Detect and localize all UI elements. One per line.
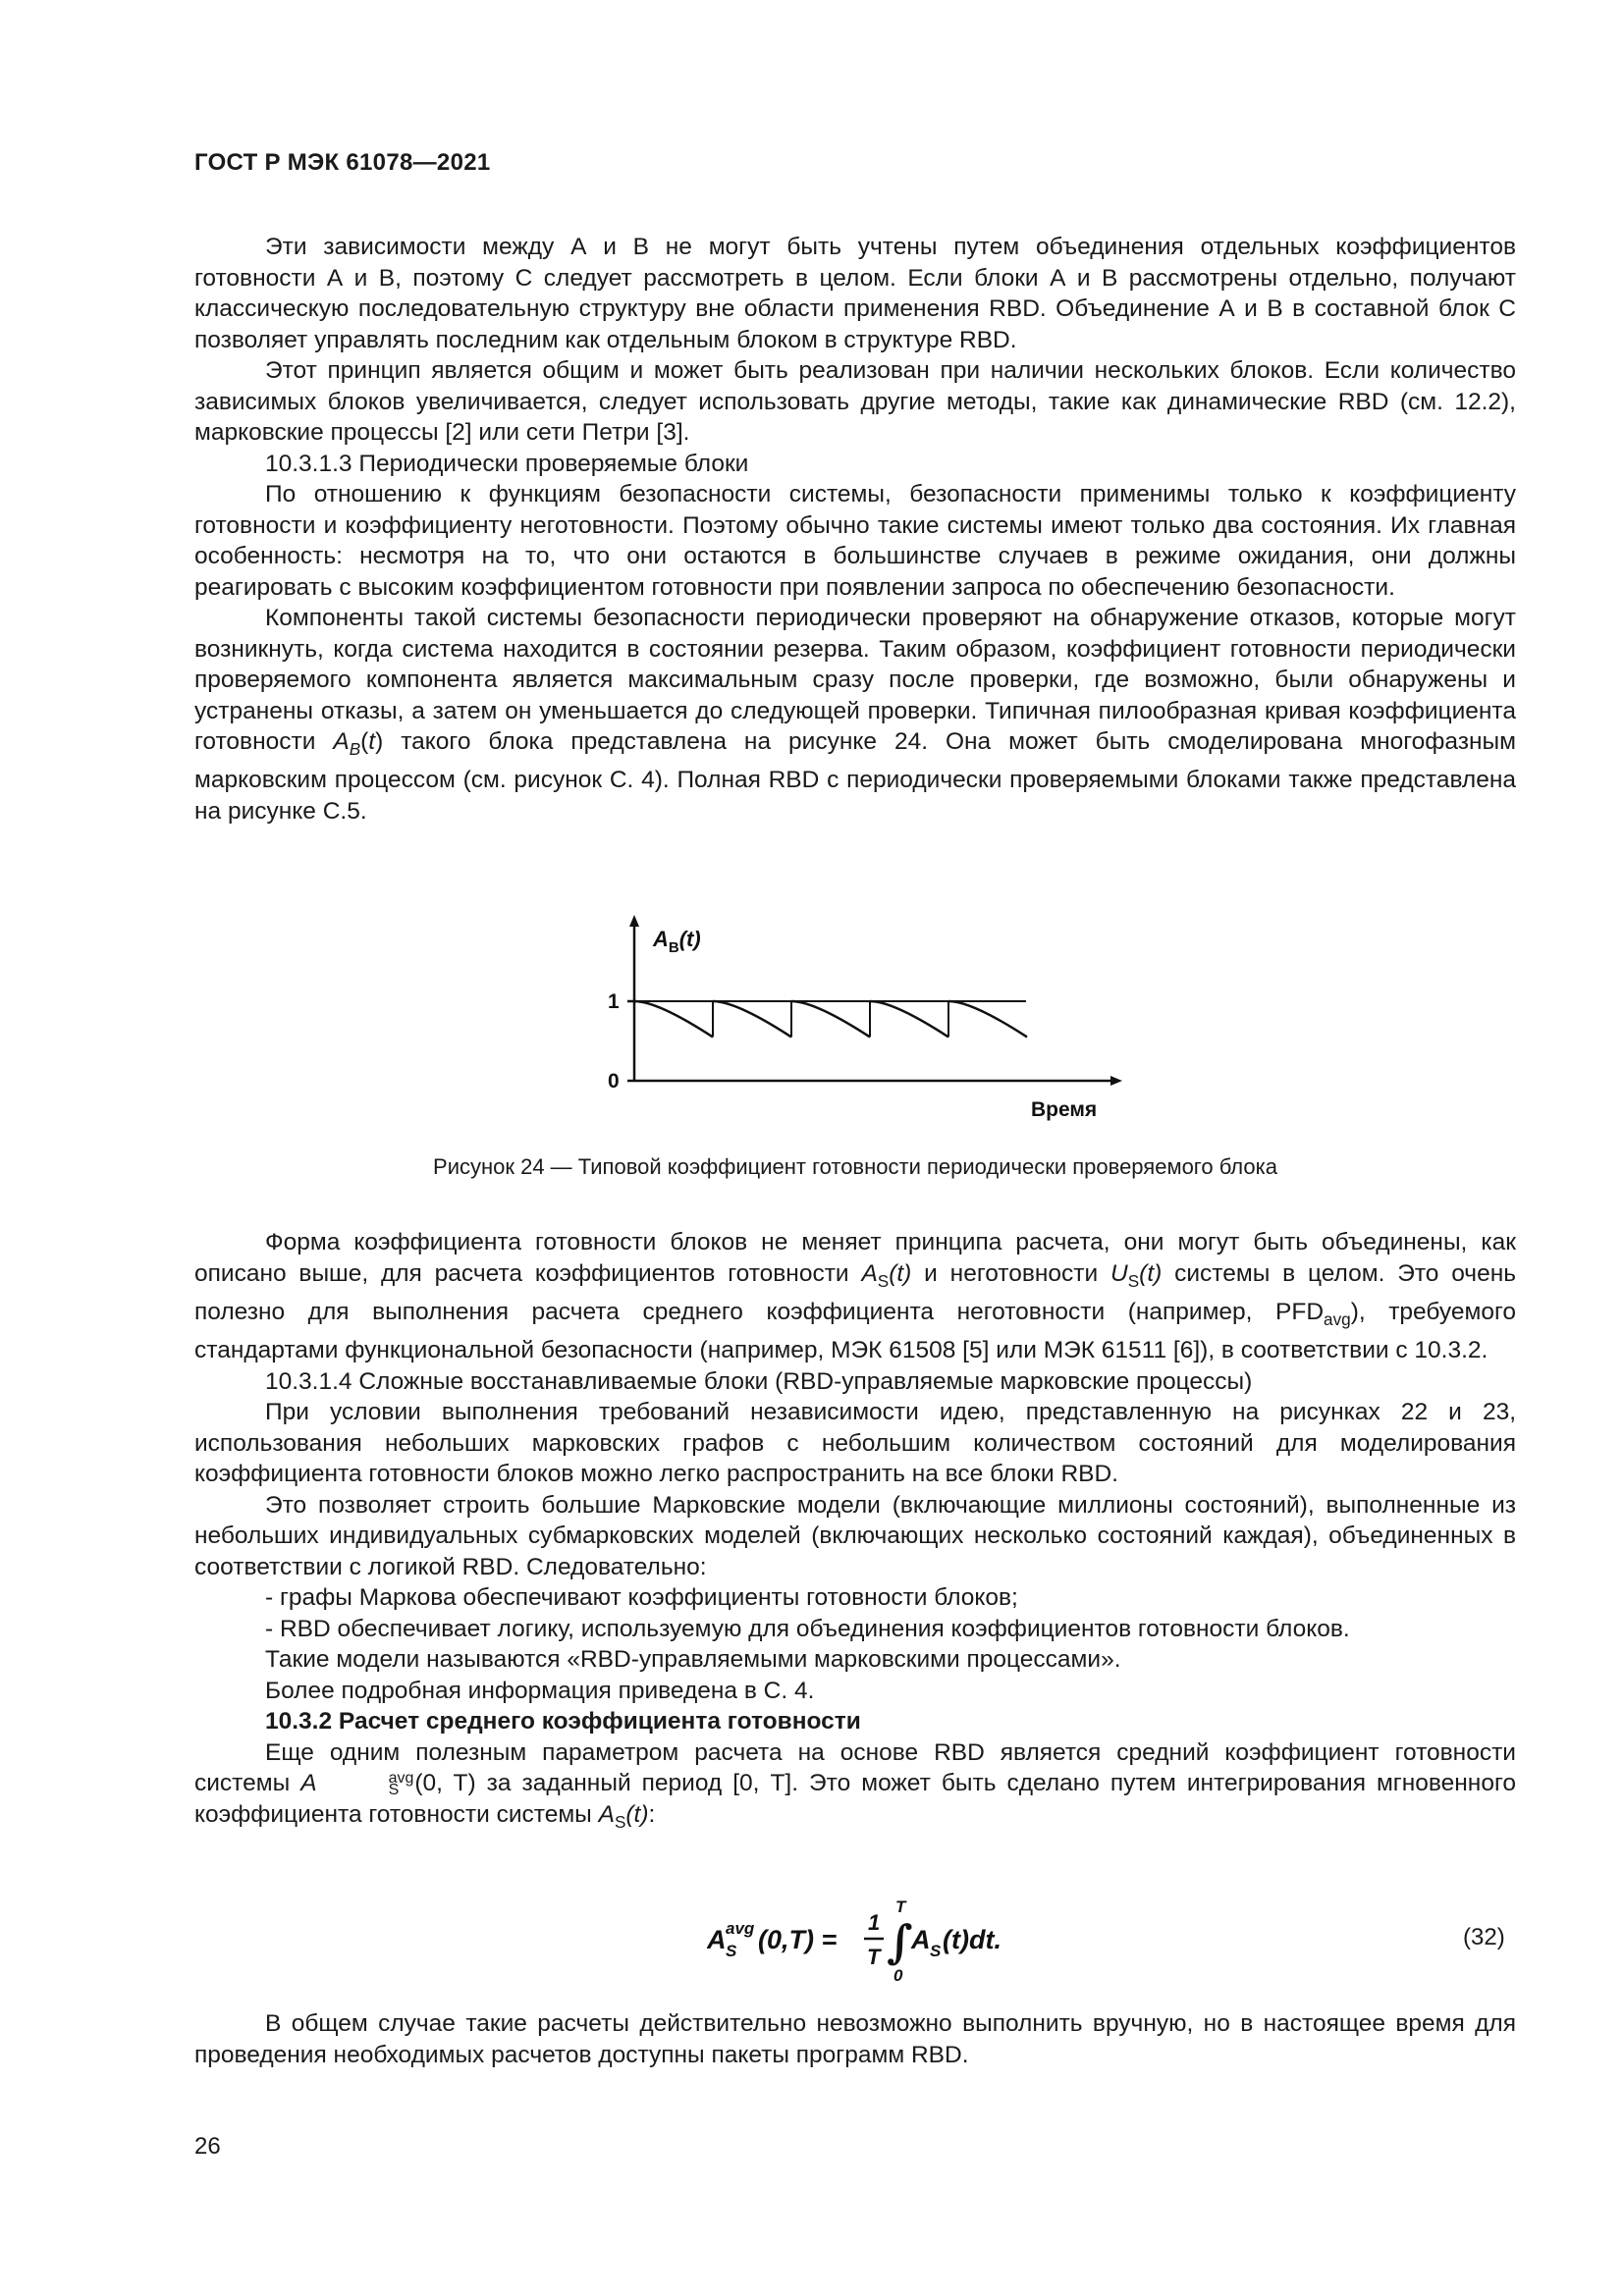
integral-lower: 0 xyxy=(893,1966,903,1983)
symbol-u: U xyxy=(1110,1259,1128,1287)
lhs-args: (0,T) = xyxy=(758,1925,838,1954)
section-heading-10-3-1-3: 10.3.1.3 Периодически проверяемые блоки xyxy=(265,450,749,477)
standard-header: ГОСТ Р МЭК 61078—2021 xyxy=(194,149,491,176)
paragraph xyxy=(194,1227,1516,1366)
lhs-symbol: A xyxy=(707,1925,727,1954)
text-run: системы в целом. Это очень полезно для выполнения расчета среднего коэффициента неготовности (например, PFD xyxy=(194,1259,1516,1325)
subscript-s: S xyxy=(877,1270,890,1291)
symbol-a: A xyxy=(861,1259,878,1287)
integral-sign: ∫ xyxy=(887,1915,913,1968)
x-axis-arrow xyxy=(1110,1076,1122,1086)
text-run: Компоненты такой системы безопасности периодически проверяют на обнаружение отказов, которые могут возникнуть, когда система находится в состоянии резерва. Таким образом, коэффициент готовности периодически проверяемого компонента является максимальным сразу после проверки, где возможно, были обнаружены и устранены отказы, а затем он уменьшается до следующей проверки. Типичная пилообразная кривая коэффициента готовности xyxy=(194,605,1516,755)
paragraph: Эти зависимости между А и В не могут быть учтены путем объединения отдельных коэффициентов готовности А и В, поэтому С следует рассмотреть в целом. Если блоки А и В рассмотрены отдельно, получают классическую последовательную структуру вне области применения RBD. Объединение А и В в составной блок С позволяет управлять последним как отдельным блоком в структуре RBD. xyxy=(194,234,1516,353)
text-run: Форма коэффициента готовности блоков не меняет принципа расчета, они могут быть объединены, как описано выше, для расчета коэффициентов готовности xyxy=(194,1229,1516,1287)
list-item: - графы Маркова обеспечивают коэффициенты готовности блоков; xyxy=(265,1584,1018,1612)
fraction-numerator: 1 xyxy=(868,1910,881,1935)
subscript-avg: avg xyxy=(1324,1308,1351,1329)
avg-script xyxy=(318,1769,414,1798)
text-block-top xyxy=(194,232,1516,827)
section-heading-10-3-1-4: 10.3.1.4 Сложные восстанавливаемые блоки (RBD-управляемые марковские процессы) xyxy=(265,1367,1253,1395)
series-layer xyxy=(634,1001,1027,1037)
subscript-s: S xyxy=(1127,1270,1140,1291)
rhs-subscript: S xyxy=(930,1942,942,1960)
superscript-avg: avg xyxy=(388,1769,414,1787)
text-block-middle xyxy=(194,1227,1516,1838)
paren-open: ( xyxy=(360,728,369,755)
tick-label-0: 0 xyxy=(608,1070,620,1093)
lhs-subscript: S xyxy=(726,1942,737,1960)
symbol-arg: (t) xyxy=(1139,1259,1163,1287)
rhs-symbol: A xyxy=(911,1925,931,1954)
text-run: ), требуемого стандартами функциональной безопасности (например, МЭК 61508 [5] или МЭК 61511 [6]), в соответствии с 10.3.2. xyxy=(194,1298,1516,1364)
text-run: и неготовности xyxy=(911,1259,1111,1287)
subscript-b: B xyxy=(349,738,361,759)
symbol-a: A xyxy=(333,728,350,755)
availability-decay-segment xyxy=(713,1001,791,1037)
symbol-a: A xyxy=(598,1800,615,1828)
paragraph: При условии выполнения требований независимости идею, представленную на рисунках 22 и 23, использования небольших марковских графов с небольшим количеством состояний для моделирования коэффициента готовности блоков можно легко распространить на все блоки RBD. xyxy=(194,1399,1516,1488)
availability-decay-segment xyxy=(791,1001,870,1037)
availability-decay-segment xyxy=(870,1001,948,1037)
paragraph: В общем случае такие расчеты действительно невозможно выполнить вручную, но в настоящее время для проведения необходимых расчетов доступны пакеты программ RBD. xyxy=(194,2010,1516,2068)
formula-32 xyxy=(707,1895,1041,1983)
section-heading-10-3-2: 10.3.2 Расчет среднего коэффициента готовности xyxy=(265,1708,861,1735)
tick-label-1: 1 xyxy=(608,990,620,1013)
paragraph xyxy=(194,603,1516,827)
text-run: : xyxy=(648,1800,656,1828)
y-label-symbol: A xyxy=(653,927,669,951)
y-axis-arrow xyxy=(629,915,639,927)
x-axis-label: Время xyxy=(1031,1098,1098,1121)
subscript-s: S xyxy=(614,1811,626,1832)
text-run: за заданный период [0, T]. Это может быть сделано путем интегрирования мгновенного коэффициента готовности системы xyxy=(194,1770,1516,1828)
lhs-superscript: avg xyxy=(726,1919,755,1938)
subscript-s: S xyxy=(388,1781,400,1798)
text-run: такого блока представлена на рисунке 24. Она может быть смоделирована многофазным марковским процессом (см. рисунок С. 4). Полная RBD с периодически проверяемыми блоками также представлена на рисунке С.5. xyxy=(194,728,1516,825)
text-run: Еще одним полезным параметром расчета на основе RBD является средний коэффициент готовности системы xyxy=(194,1738,1516,1797)
equation-number: (32) xyxy=(1463,1924,1505,1950)
availability-decay-segment xyxy=(634,1001,713,1037)
availability-chart xyxy=(584,911,1134,1127)
text-block-bottom xyxy=(194,2008,1516,2070)
fraction-denominator: T xyxy=(867,1945,881,1969)
symbol-t: t xyxy=(368,728,376,755)
paragraph: Такие модели называются «RBD-управляемыми марковскими процессами». xyxy=(265,1646,1121,1674)
paragraph: Это позволяет строить большие Марковские модели (включающие миллионы состояний), выполненные из небольших индивидуальных субмарковских моделей (включающих несколько состояний каждая), объединенных в соответствии с логикой RBD. Следовательно: xyxy=(194,1491,1516,1580)
rhs-rest: (t)dt. xyxy=(943,1925,1001,1954)
page-number: 26 xyxy=(194,2133,221,2160)
args: (0, T) xyxy=(414,1770,476,1797)
symbol-arg: (t) xyxy=(625,1800,649,1828)
symbol-a: A xyxy=(300,1770,317,1797)
paragraph xyxy=(194,1737,1516,1838)
paragraph: Этот принцип является общим и может быть реализован при наличии нескольких блоков. Если количество зависимых блоков увеличивается, следует использовать другие методы, такие как динамические RBD (см. 12.2), марковские процессы [2] или сети Петри [3]. xyxy=(194,357,1516,446)
integral-upper: T xyxy=(895,1897,906,1916)
list-item: - RBD обеспечивает логику, используемую для объединения коэффициентов готовности блоков. xyxy=(265,1615,1350,1642)
availability-decay-segment xyxy=(948,1001,1027,1037)
paragraph: Более подробная информация приведена в С. 4. xyxy=(265,1677,815,1704)
paragraph: По отношению к функциям безопасности системы, безопасности применимы только к коэффициенту готовности и коэффициенту неготовности. Поэтому обычно такие системы имеют только два состояния. Их главная особенность: несмотря на то, что они остаются в большинстве случаев в режиме ожидания, они должны реагировать с высоким коэффициентом готовности при появлении запроса по обеспечению безопасности. xyxy=(194,481,1516,601)
y-label-subscript: B xyxy=(668,939,679,956)
figure-caption: Рисунок 24 — Типовой коэффициент готовности периодически проверяемого блока xyxy=(433,1154,1277,1179)
y-axis-label xyxy=(652,927,701,956)
symbol-arg: (t) xyxy=(889,1259,912,1287)
paren-close: ) xyxy=(375,728,384,755)
y-label-arg: (t) xyxy=(678,927,701,951)
